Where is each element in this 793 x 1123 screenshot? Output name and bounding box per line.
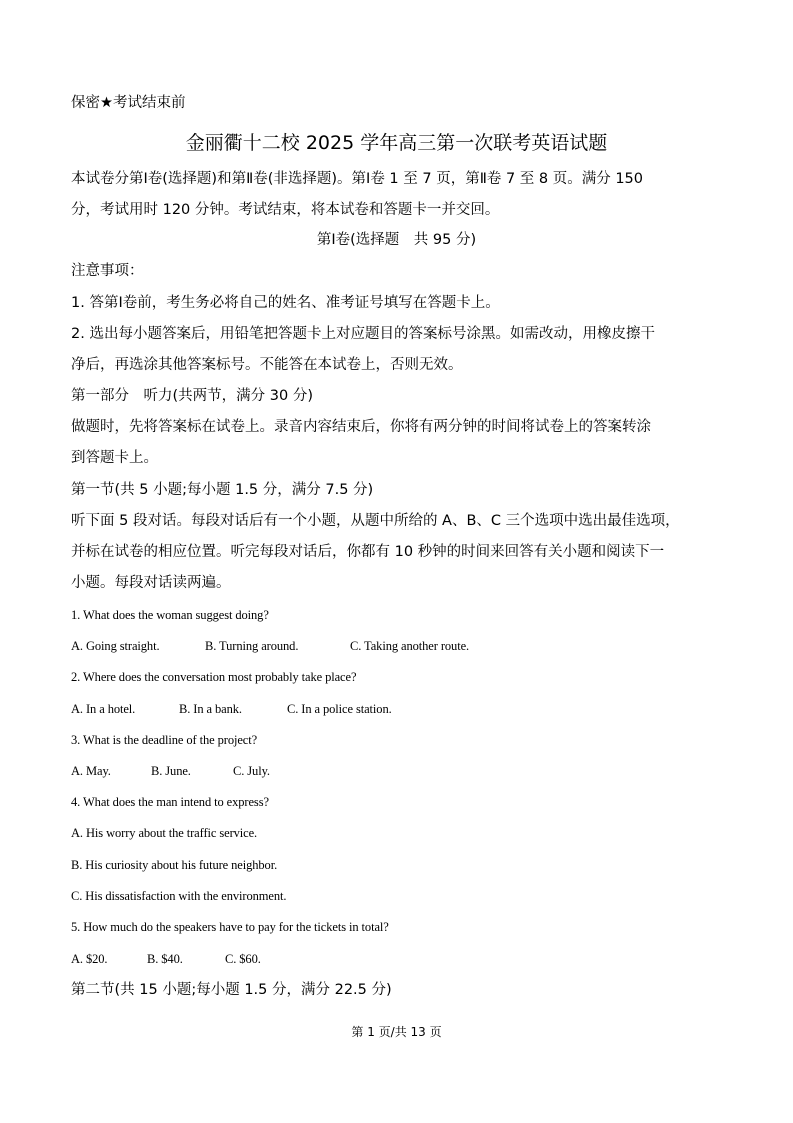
notes-item-2-line-1: 2. 选出每小题答案后，用铅笔把答题卡上对应题目的答案标号涂黑。如需改动，用橡皮擦干 bbox=[71, 326, 655, 342]
question-2-stem: 2. Where does the conversation most probably take place? bbox=[71, 670, 357, 684]
notes-item-2-line-2: 净后，再选涂其他答案标号。不能答在本试卷上，否则无效。 bbox=[71, 357, 463, 373]
notes-heading: 注意事项： bbox=[71, 263, 144, 279]
section-1-instruction-line-1: 听下面 5 段对话。每段对话后有一个小题，从题中所给的 A、B、C 三个选项中选出最佳选项， bbox=[71, 513, 680, 529]
volume-1-heading: 第Ⅰ卷(选择题 共 95 分) bbox=[316, 232, 477, 248]
question-4-option-c[interactable]: C. His dissatisfaction with the environment. bbox=[71, 889, 287, 903]
exam-title: 金丽衢十二校 2025 学年高三第一次联考英语试题 bbox=[185, 132, 608, 154]
question-3-stem: 3. What is the deadline of the project? bbox=[71, 733, 258, 747]
question-4-stem: 4. What does the man intend to express? bbox=[71, 795, 269, 809]
question-1-options bbox=[71, 636, 469, 656]
intro-line-2: 分，考试用时 120 分钟。考试结束，将本试卷和答题卡一并交回。 bbox=[71, 202, 500, 218]
question-5-option-b[interactable]: B. $40. bbox=[147, 952, 183, 966]
intro-line-1: 本试卷分第Ⅰ卷(选择题)和第Ⅱ卷(非选择题)。第Ⅰ卷 1 至 7 页，第Ⅱ卷 7 至 8 页。满分 150 bbox=[71, 171, 644, 187]
question-3-option-c[interactable]: C. July. bbox=[233, 764, 270, 778]
page-footer: 第 1 页/共 13 页 bbox=[351, 1025, 442, 1039]
part-1-instruction-line-2: 到答题卡上。 bbox=[71, 450, 158, 466]
question-2-option-b[interactable]: B. In a bank. bbox=[179, 702, 242, 716]
section-1-instruction-line-2: 并标在试卷的相应位置。听完每段对话后，你都有 10 秒钟的时间来回答有关小题和阅读下一 bbox=[71, 544, 665, 560]
question-3-options bbox=[71, 761, 270, 781]
question-1-option-a[interactable]: A. Going straight. bbox=[71, 639, 160, 653]
question-2-option-a[interactable]: A. In a hotel. bbox=[71, 702, 136, 716]
question-1-option-b[interactable]: B. Turning around. bbox=[205, 639, 299, 653]
question-5-options bbox=[71, 949, 261, 969]
part-1-heading: 第一部分 听力(共两节，满分 30 分) bbox=[71, 388, 313, 404]
notes-item-1: 1. 答第Ⅰ卷前，考生务必将自己的姓名、准考证号填写在答题卡上。 bbox=[71, 295, 500, 311]
question-5-option-c[interactable]: C. $60. bbox=[225, 952, 261, 966]
section-1-instruction-line-3: 小题。每段对话读两遍。 bbox=[71, 575, 231, 591]
question-1-option-c[interactable]: C. Taking another route. bbox=[350, 639, 470, 653]
question-4-option-a[interactable]: A. His worry about the traffic service. bbox=[71, 826, 258, 840]
section-1-heading: 第一节(共 5 小题;每小题 1.5 分，满分 7.5 分) bbox=[71, 482, 374, 498]
question-1-stem: 1. What does the woman suggest doing? bbox=[71, 608, 269, 622]
question-4-option-b[interactable]: B. His curiosity about his future neighbor. bbox=[71, 858, 278, 872]
question-5-stem: 5. How much do the speakers have to pay for the tickets in total? bbox=[71, 920, 389, 934]
question-2-options bbox=[71, 699, 392, 719]
question-2-option-c[interactable]: C. In a police station. bbox=[287, 702, 392, 716]
question-5-option-a[interactable]: A. $20. bbox=[71, 952, 108, 966]
section-2-heading: 第二节(共 15 小题;每小题 1.5 分，满分 22.5 分) bbox=[71, 982, 392, 998]
part-1-instruction-line-1: 做题时，先将答案标在试卷上。录音内容结束后，你将有两分钟的时间将试卷上的答案转涂 bbox=[71, 419, 651, 435]
question-3-option-b[interactable]: B. June. bbox=[151, 764, 191, 778]
secret-mark: 保密★考试结束前 bbox=[71, 95, 186, 111]
question-3-option-a[interactable]: A. May. bbox=[71, 764, 111, 778]
